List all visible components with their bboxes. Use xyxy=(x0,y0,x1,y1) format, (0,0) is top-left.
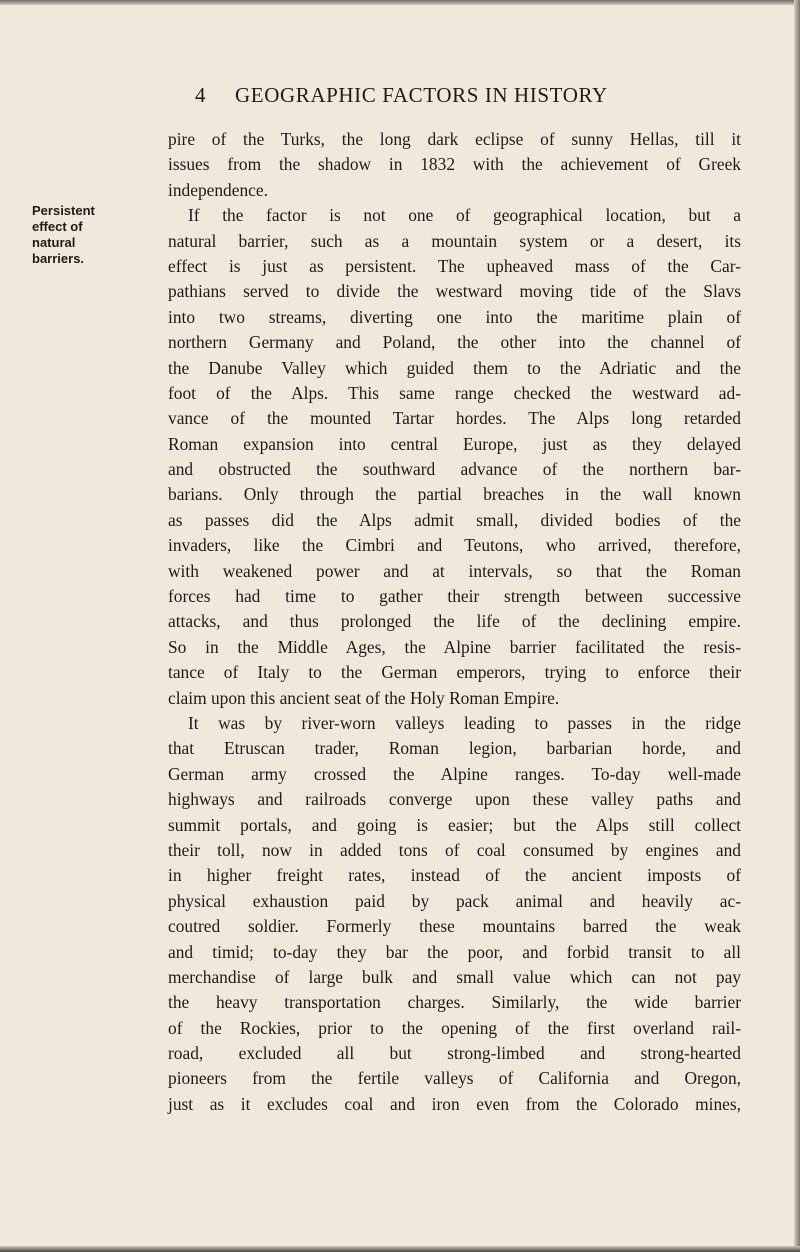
body-line: invaders, like the Cimbri and Teutons, who arrived, therefore, xyxy=(168,535,741,556)
body-line: pioneers from the fertile valleys of California and Oregon, xyxy=(168,1068,741,1089)
body-line: Roman expansion into central Europe, just as they delayed xyxy=(168,433,741,454)
margin-note-line: Persistent xyxy=(32,203,95,218)
body-line: as passes did the Alps admit small, divided bodies of the xyxy=(168,509,741,530)
body-line: summit portals, and going is easier; but the Alps still collect xyxy=(168,814,741,835)
margin-note-line: natural xyxy=(32,235,76,250)
body-line: foot of the Alps. This same range checked the westward ad- xyxy=(168,382,741,403)
body-line: with weakened power and at intervals, so that the Roman xyxy=(168,560,741,581)
body-line: their toll, now in added tons of coal consumed by engines and xyxy=(168,839,741,860)
body-line: effect is just as persistent. The upheaved mass of the Car- xyxy=(168,255,741,276)
body-line: merchandise of large bulk and small value which can not pay xyxy=(168,966,741,987)
body-line: road, excluded all but strong-limbed and strong-hearted xyxy=(168,1043,741,1064)
body-line: issues from the shadow in 1832 with the achievement of Greek xyxy=(168,154,741,175)
running-head xyxy=(195,83,715,108)
page-right-edge xyxy=(794,0,800,1252)
body-line: claim upon this ancient seat of the Holy Roman Empire. xyxy=(168,687,560,708)
body-line: vance of the mounted Tartar hordes. The Alps long retarded xyxy=(168,408,741,429)
body-line: the heavy transportation charges. Similarly, the wide barrier xyxy=(168,992,741,1013)
page-number: 4 xyxy=(195,83,207,107)
body-line: It was by river-worn valleys leading to passes in the ridge xyxy=(188,712,741,733)
running-title: GEOGRAPHIC FACTORS IN HISTORY xyxy=(235,83,608,107)
margin-note-line: barriers. xyxy=(32,251,85,266)
body-text xyxy=(168,127,741,1117)
body-line: German army crossed the Alpine ranges. To-day well-made xyxy=(168,763,741,784)
body-line: If the factor is not one of geographical location, but a xyxy=(188,205,741,226)
body-line: forces had time to gather their strength between successive xyxy=(168,586,741,607)
body-line: pire of the Turks, the long dark eclipse of sunny Hellas, till it xyxy=(168,129,741,149)
body-line: and timid; to-day they bar the poor, and forbid transit to all xyxy=(168,941,741,962)
page-bottom-edge xyxy=(0,1246,800,1252)
body-line: in higher freight rates, instead of the ancient imposts of xyxy=(168,865,741,886)
body-line: physical exhaustion paid by pack animal and heavily ac- xyxy=(168,890,741,911)
body-line: the Danube Valley which guided them to the Adriatic and the xyxy=(168,357,741,378)
body-line: that Etruscan trader, Roman legion, barbarian horde, and xyxy=(168,738,741,759)
body-line: natural barrier, such as a mountain system or a desert, its xyxy=(168,230,741,251)
body-line: into two streams, diverting one into the maritime plain of xyxy=(168,306,741,327)
body-line: barians. Only through the partial breaches in the wall known xyxy=(168,484,741,505)
margin-note-line: effect of xyxy=(32,219,83,234)
body-line: pathians served to divide the westward moving tide of the Slavs xyxy=(168,281,741,302)
margin-note xyxy=(32,203,112,267)
body-line: coutred soldier. Formerly these mountains barred the weak xyxy=(168,916,741,937)
body-line: So in the Middle Ages, the Alpine barrier facilitated the resis- xyxy=(168,636,741,657)
body-line: and obstructed the southward advance of the northern bar- xyxy=(168,459,741,480)
body-line: highways and railroads converge upon these valley paths and xyxy=(168,789,741,810)
body-line: independence. xyxy=(168,179,268,200)
body-line: attacks, and thus prolonged the life of the declining empire. xyxy=(168,611,741,632)
body-line: northern Germany and Poland, the other into the channel of xyxy=(168,332,741,353)
page-top-edge xyxy=(0,0,800,5)
body-line: tance of Italy to the German emperors, trying to enforce their xyxy=(168,662,741,683)
body-line: just as it excludes coal and iron even from the Colorado mines, xyxy=(168,1093,741,1114)
body-line: of the Rockies, prior to the opening of the first overland rail- xyxy=(168,1017,741,1038)
